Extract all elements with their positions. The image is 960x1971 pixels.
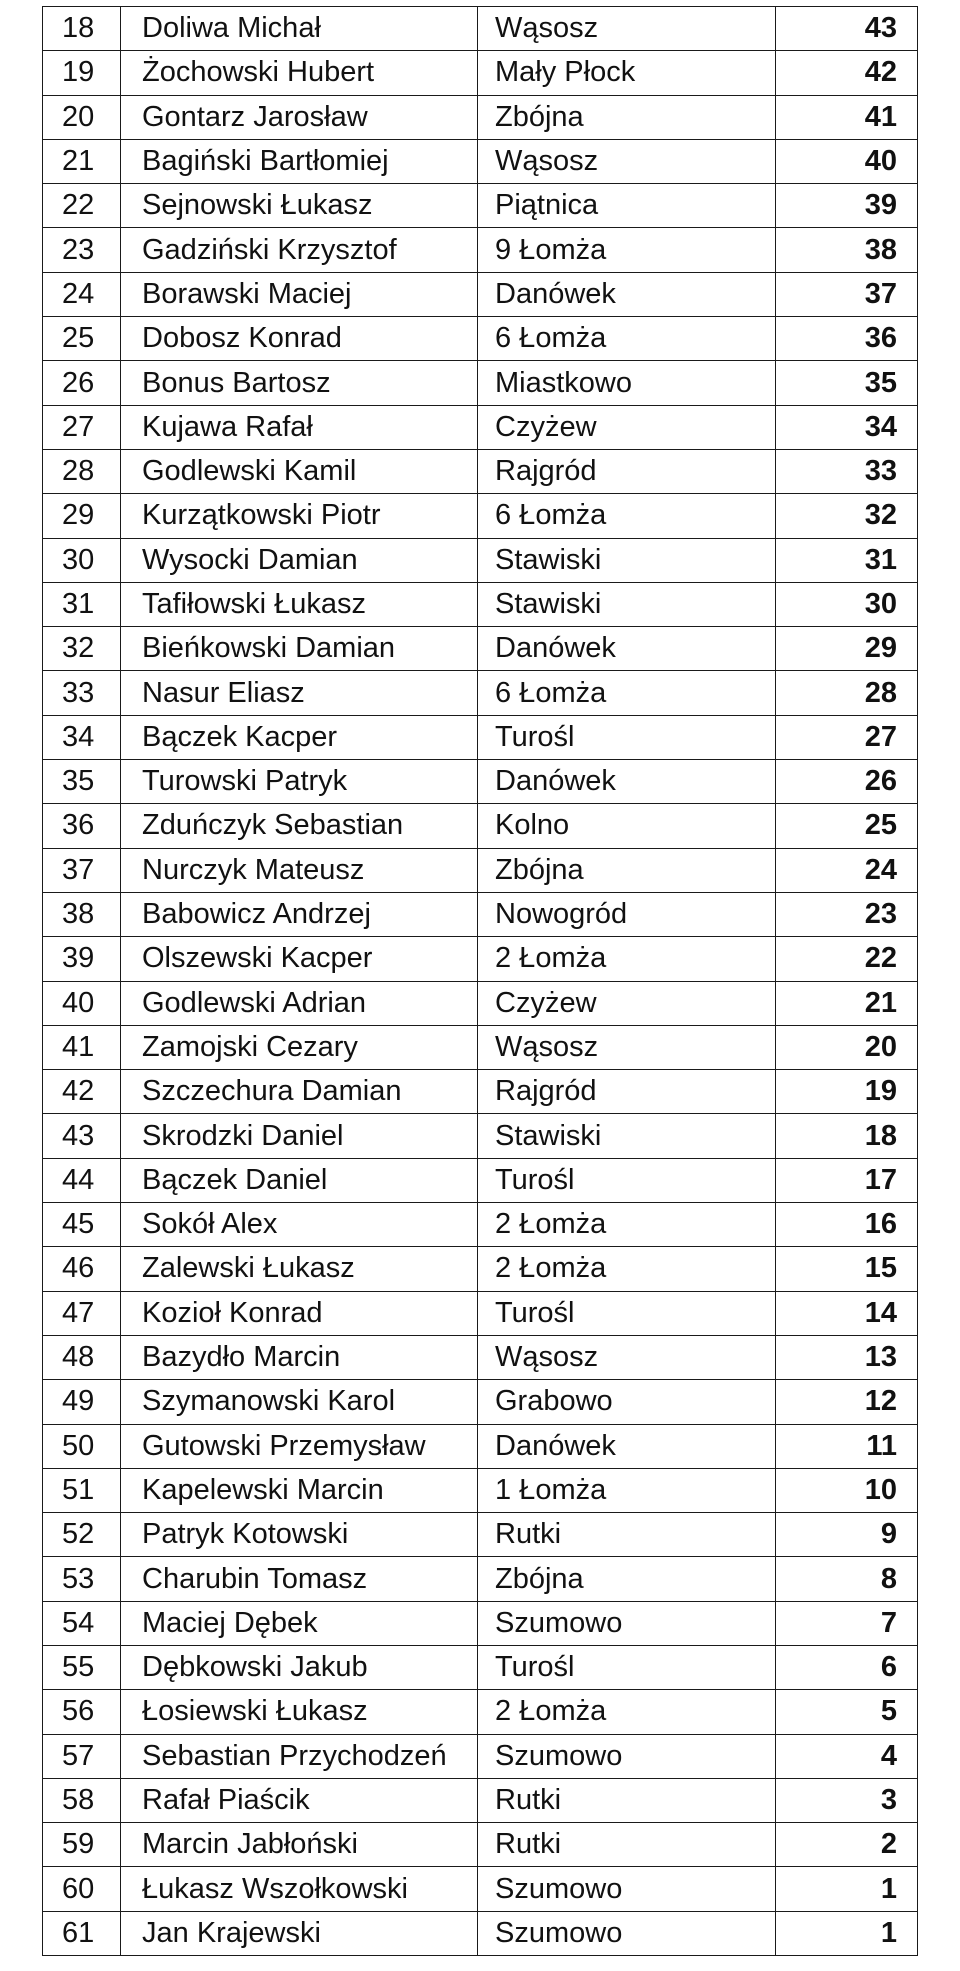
points-cell: 25 — [776, 804, 918, 848]
name-cell: Jan Krajewski — [121, 1911, 478, 1955]
town-cell: Rajgród — [478, 1070, 776, 1114]
points-cell: 22 — [776, 937, 918, 981]
name-cell: Borawski Maciej — [121, 272, 478, 316]
rank-cell: 21 — [43, 139, 121, 183]
points-cell: 43 — [776, 7, 918, 51]
name-cell: Dębkowski Jakub — [121, 1645, 478, 1689]
town-cell: Turośl — [478, 715, 776, 759]
town-cell: Szumowo — [478, 1911, 776, 1955]
name-cell: Bagiński Bartłomiej — [121, 139, 478, 183]
standings-table — [42, 6, 918, 1956]
points-cell: 38 — [776, 228, 918, 272]
rank-cell: 49 — [43, 1380, 121, 1424]
name-cell: Kozioł Konrad — [121, 1291, 478, 1335]
name-cell: Szczechura Damian — [121, 1070, 478, 1114]
town-cell: Grabowo — [478, 1380, 776, 1424]
town-cell: Zbójna — [478, 95, 776, 139]
rank-cell: 39 — [43, 937, 121, 981]
town-cell: Zbójna — [478, 848, 776, 892]
name-cell: Kapelewski Marcin — [121, 1468, 478, 1512]
town-cell: Miastkowo — [478, 361, 776, 405]
table-row — [43, 361, 918, 405]
points-cell: 26 — [776, 760, 918, 804]
rank-cell: 45 — [43, 1203, 121, 1247]
table-row — [43, 1114, 918, 1158]
rank-cell: 19 — [43, 51, 121, 95]
rank-cell: 27 — [43, 405, 121, 449]
name-cell: Zduńczyk Sebastian — [121, 804, 478, 848]
table-row — [43, 582, 918, 626]
name-cell: Marcin Jabłoński — [121, 1823, 478, 1867]
rank-cell: 38 — [43, 892, 121, 936]
points-cell: 33 — [776, 449, 918, 493]
table-row — [43, 1911, 918, 1955]
rank-cell: 60 — [43, 1867, 121, 1911]
points-cell: 13 — [776, 1335, 918, 1379]
table-row — [43, 937, 918, 981]
points-cell: 18 — [776, 1114, 918, 1158]
name-cell: Babowicz Andrzej — [121, 892, 478, 936]
rank-cell: 33 — [43, 671, 121, 715]
table-row — [43, 1734, 918, 1778]
rank-cell: 29 — [43, 494, 121, 538]
points-cell: 39 — [776, 184, 918, 228]
table-row — [43, 95, 918, 139]
table-row — [43, 1867, 918, 1911]
town-cell: 2 Łomża — [478, 1203, 776, 1247]
rank-cell: 30 — [43, 538, 121, 582]
points-cell: 31 — [776, 538, 918, 582]
name-cell: Zalewski Łukasz — [121, 1247, 478, 1291]
name-cell: Bieńkowski Damian — [121, 627, 478, 671]
town-cell: 2 Łomża — [478, 1690, 776, 1734]
rank-cell: 56 — [43, 1690, 121, 1734]
name-cell: Zamojski Cezary — [121, 1025, 478, 1069]
rank-cell: 44 — [43, 1158, 121, 1202]
rank-cell: 24 — [43, 272, 121, 316]
town-cell: Czyżew — [478, 405, 776, 449]
town-cell: 9 Łomża — [478, 228, 776, 272]
rank-cell: 52 — [43, 1513, 121, 1557]
rank-cell: 50 — [43, 1424, 121, 1468]
rank-cell: 43 — [43, 1114, 121, 1158]
name-cell: Gontarz Jarosław — [121, 95, 478, 139]
rank-cell: 53 — [43, 1557, 121, 1601]
name-cell: Kujawa Rafał — [121, 405, 478, 449]
table-row — [43, 1513, 918, 1557]
table-row — [43, 7, 918, 51]
name-cell: Nurczyk Mateusz — [121, 848, 478, 892]
table-row — [43, 405, 918, 449]
rank-cell: 37 — [43, 848, 121, 892]
table-row — [43, 317, 918, 361]
points-cell: 19 — [776, 1070, 918, 1114]
table-row — [43, 1070, 918, 1114]
rank-cell: 48 — [43, 1335, 121, 1379]
points-cell: 28 — [776, 671, 918, 715]
name-cell: Turowski Patryk — [121, 760, 478, 804]
town-cell: 2 Łomża — [478, 937, 776, 981]
points-cell: 40 — [776, 139, 918, 183]
rank-cell: 35 — [43, 760, 121, 804]
town-cell: Mały Płock — [478, 51, 776, 95]
table-row — [43, 1291, 918, 1335]
rank-cell: 32 — [43, 627, 121, 671]
rank-cell: 25 — [43, 317, 121, 361]
points-cell: 12 — [776, 1380, 918, 1424]
rank-cell: 46 — [43, 1247, 121, 1291]
points-cell: 20 — [776, 1025, 918, 1069]
points-cell: 23 — [776, 892, 918, 936]
name-cell: Tafiłowski Łukasz — [121, 582, 478, 626]
town-cell: 2 Łomża — [478, 1247, 776, 1291]
table-row — [43, 184, 918, 228]
points-cell: 9 — [776, 1513, 918, 1557]
points-cell: 17 — [776, 1158, 918, 1202]
points-cell: 36 — [776, 317, 918, 361]
town-cell: Zbójna — [478, 1557, 776, 1601]
town-cell: Turośl — [478, 1291, 776, 1335]
points-cell: 35 — [776, 361, 918, 405]
points-cell: 42 — [776, 51, 918, 95]
town-cell: 6 Łomża — [478, 494, 776, 538]
town-cell: Stawiski — [478, 1114, 776, 1158]
table-row — [43, 51, 918, 95]
table-row — [43, 1690, 918, 1734]
rank-cell: 20 — [43, 95, 121, 139]
points-cell: 30 — [776, 582, 918, 626]
town-cell: Rajgród — [478, 449, 776, 493]
town-cell: 6 Łomża — [478, 317, 776, 361]
town-cell: Stawiski — [478, 582, 776, 626]
name-cell: Maciej Dębek — [121, 1601, 478, 1645]
points-cell: 15 — [776, 1247, 918, 1291]
town-cell: Danówek — [478, 760, 776, 804]
table-row — [43, 627, 918, 671]
table-row — [43, 1468, 918, 1512]
rank-cell: 42 — [43, 1070, 121, 1114]
town-cell: Kolno — [478, 804, 776, 848]
table-row — [43, 1778, 918, 1822]
points-cell: 27 — [776, 715, 918, 759]
points-cell: 16 — [776, 1203, 918, 1247]
town-cell: Szumowo — [478, 1867, 776, 1911]
table-row — [43, 494, 918, 538]
table-row — [43, 538, 918, 582]
rank-cell: 58 — [43, 1778, 121, 1822]
town-cell: Szumowo — [478, 1601, 776, 1645]
rank-cell: 22 — [43, 184, 121, 228]
town-cell: 1 Łomża — [478, 1468, 776, 1512]
rank-cell: 36 — [43, 804, 121, 848]
name-cell: Doliwa Michał — [121, 7, 478, 51]
table-row — [43, 671, 918, 715]
town-cell: Turośl — [478, 1645, 776, 1689]
name-cell: Łosiewski Łukasz — [121, 1690, 478, 1734]
rank-cell: 61 — [43, 1911, 121, 1955]
rank-cell: 23 — [43, 228, 121, 272]
town-cell: Czyżew — [478, 981, 776, 1025]
town-cell: Nowogród — [478, 892, 776, 936]
points-cell: 8 — [776, 1557, 918, 1601]
table-row — [43, 1424, 918, 1468]
rank-cell: 31 — [43, 582, 121, 626]
town-cell: Rutki — [478, 1778, 776, 1822]
town-cell: Danówek — [478, 272, 776, 316]
table-row — [43, 1380, 918, 1424]
rank-cell: 47 — [43, 1291, 121, 1335]
points-cell: 37 — [776, 272, 918, 316]
name-cell: Godlewski Adrian — [121, 981, 478, 1025]
town-cell: Szumowo — [478, 1734, 776, 1778]
table-row — [43, 981, 918, 1025]
table-row — [43, 1335, 918, 1379]
name-cell: Olszewski Kacper — [121, 937, 478, 981]
rank-cell: 34 — [43, 715, 121, 759]
table-row — [43, 1025, 918, 1069]
town-cell: Stawiski — [478, 538, 776, 582]
rank-cell: 26 — [43, 361, 121, 405]
name-cell: Skrodzki Daniel — [121, 1114, 478, 1158]
town-cell: Danówek — [478, 1424, 776, 1468]
table-row — [43, 1823, 918, 1867]
rank-cell: 57 — [43, 1734, 121, 1778]
rank-cell: 59 — [43, 1823, 121, 1867]
points-cell: 1 — [776, 1911, 918, 1955]
standings-table-body — [43, 7, 918, 1956]
rank-cell: 54 — [43, 1601, 121, 1645]
table-row — [43, 1601, 918, 1645]
name-cell: Rafał Piaścik — [121, 1778, 478, 1822]
town-cell: Turośl — [478, 1158, 776, 1202]
rank-cell: 51 — [43, 1468, 121, 1512]
town-cell: 6 Łomża — [478, 671, 776, 715]
table-row — [43, 228, 918, 272]
name-cell: Sejnowski Łukasz — [121, 184, 478, 228]
points-cell: 5 — [776, 1690, 918, 1734]
table-row — [43, 1557, 918, 1601]
points-cell: 1 — [776, 1867, 918, 1911]
town-cell: Wąsosz — [478, 1025, 776, 1069]
name-cell: Nasur Eliasz — [121, 671, 478, 715]
name-cell: Sebastian Przychodzeń — [121, 1734, 478, 1778]
rank-cell: 41 — [43, 1025, 121, 1069]
name-cell: Gutowski Przemysław — [121, 1424, 478, 1468]
town-cell: Rutki — [478, 1513, 776, 1557]
table-row — [43, 1247, 918, 1291]
name-cell: Bączek Daniel — [121, 1158, 478, 1202]
name-cell: Charubin Tomasz — [121, 1557, 478, 1601]
name-cell: Patryk Kotowski — [121, 1513, 478, 1557]
table-row — [43, 760, 918, 804]
table-row — [43, 848, 918, 892]
rank-cell: 40 — [43, 981, 121, 1025]
name-cell: Dobosz Konrad — [121, 317, 478, 361]
town-cell: Rutki — [478, 1823, 776, 1867]
points-cell: 14 — [776, 1291, 918, 1335]
name-cell: Bączek Kacper — [121, 715, 478, 759]
name-cell: Bazydło Marcin — [121, 1335, 478, 1379]
table-row — [43, 804, 918, 848]
standings-sheet — [42, 6, 917, 1956]
table-row — [43, 272, 918, 316]
town-cell: Wąsosz — [478, 139, 776, 183]
table-row — [43, 1203, 918, 1247]
town-cell: Danówek — [478, 627, 776, 671]
points-cell: 24 — [776, 848, 918, 892]
points-cell: 29 — [776, 627, 918, 671]
points-cell: 2 — [776, 1823, 918, 1867]
rank-cell: 18 — [43, 7, 121, 51]
name-cell: Kurzątkowski Piotr — [121, 494, 478, 538]
table-row — [43, 1645, 918, 1689]
name-cell: Bonus Bartosz — [121, 361, 478, 405]
points-cell: 11 — [776, 1424, 918, 1468]
points-cell: 4 — [776, 1734, 918, 1778]
points-cell: 10 — [776, 1468, 918, 1512]
town-cell: Wąsosz — [478, 1335, 776, 1379]
table-row — [43, 449, 918, 493]
name-cell: Sokół Alex — [121, 1203, 478, 1247]
points-cell: 34 — [776, 405, 918, 449]
points-cell: 21 — [776, 981, 918, 1025]
name-cell: Gadziński Krzysztof — [121, 228, 478, 272]
town-cell: Wąsosz — [478, 7, 776, 51]
points-cell: 3 — [776, 1778, 918, 1822]
table-row — [43, 1158, 918, 1202]
points-cell: 6 — [776, 1645, 918, 1689]
points-cell: 7 — [776, 1601, 918, 1645]
name-cell: Godlewski Kamil — [121, 449, 478, 493]
table-row — [43, 139, 918, 183]
name-cell: Wysocki Damian — [121, 538, 478, 582]
name-cell: Szymanowski Karol — [121, 1380, 478, 1424]
name-cell: Łukasz Wszołkowski — [121, 1867, 478, 1911]
rank-cell: 28 — [43, 449, 121, 493]
points-cell: 41 — [776, 95, 918, 139]
town-cell: Piątnica — [478, 184, 776, 228]
table-row — [43, 892, 918, 936]
rank-cell: 55 — [43, 1645, 121, 1689]
points-cell: 32 — [776, 494, 918, 538]
name-cell: Żochowski Hubert — [121, 51, 478, 95]
table-row — [43, 715, 918, 759]
